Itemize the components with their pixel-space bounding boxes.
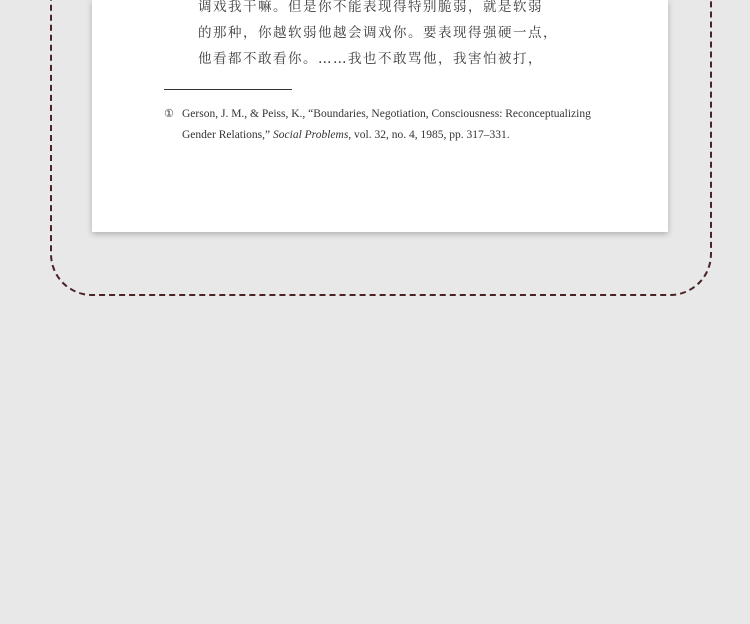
- footnote-line-1: [164, 103, 634, 125]
- footnote-journal: Social Problems: [273, 129, 349, 141]
- footnote-text-prefix: Gender Relations,”: [182, 129, 274, 141]
- footnote-marker: ①: [164, 107, 174, 120]
- body-line: 他看都不敢看你。……我也不敢骂他，我害怕被打，: [198, 51, 543, 67]
- footnote-divider: [164, 89, 292, 90]
- body-line: 调戏我干嘛。但是你不能表现得特别脆弱，就是软弱: [198, 0, 543, 15]
- body-text: [198, 0, 598, 72]
- footnote-line-2: [164, 125, 634, 146]
- book-page: [92, 0, 668, 232]
- footnote-text: Gerson, J. M., & Peiss, K., “Boundaries, Negotiation, Consciousness: Reconceptualizing: [182, 108, 591, 120]
- footnote-text-suffix: , vol. 32, no. 4, 1985, pp. 317–331.: [348, 129, 510, 141]
- footnote: [164, 103, 634, 146]
- body-line: 的那种，你越软弱他越会调戏你。要表现得强硬一点，: [198, 25, 558, 41]
